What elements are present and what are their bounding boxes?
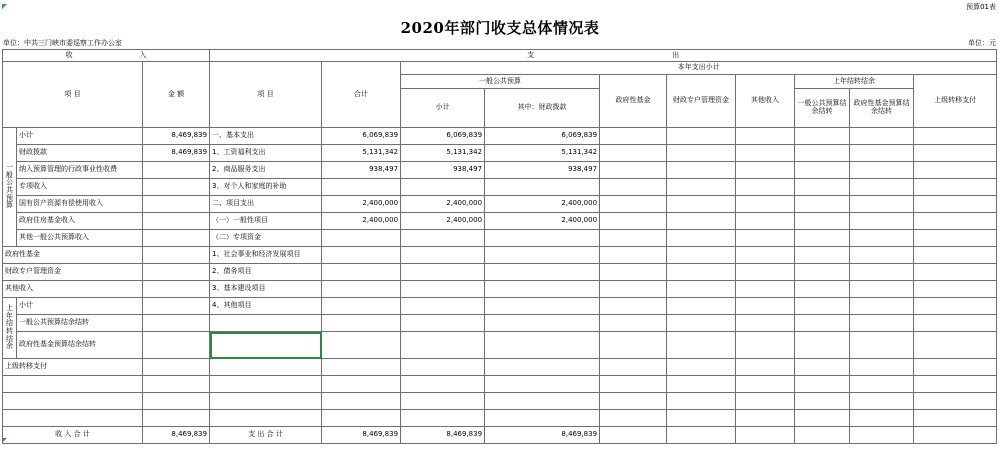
income-item-cell[interactable]: 财政拨款	[17, 145, 143, 162]
general-budget-header[interactable]: 一般公共预算	[401, 75, 600, 89]
amount-cell[interactable]	[143, 179, 210, 196]
total-cell[interactable]: 5,131,342	[322, 145, 401, 162]
total-cell[interactable]: 8,469,839	[322, 427, 401, 444]
table-cell[interactable]	[736, 247, 795, 264]
table-cell[interactable]	[600, 247, 667, 264]
table-cell[interactable]	[322, 376, 401, 393]
total-cell[interactable]: 2,400,000	[322, 213, 401, 230]
table-cell[interactable]	[914, 298, 997, 315]
amount-cell[interactable]	[143, 196, 210, 213]
table-cell[interactable]	[485, 410, 600, 427]
table-cell[interactable]	[667, 264, 736, 281]
table-cell[interactable]	[667, 281, 736, 298]
amount-cell[interactable]	[143, 247, 210, 264]
amount-cell[interactable]	[143, 264, 210, 281]
amount-cell[interactable]	[143, 359, 210, 376]
income-header[interactable]: 收 入	[3, 50, 210, 62]
table-cell[interactable]	[850, 128, 914, 145]
subtotal-cell[interactable]: 938,497	[401, 162, 485, 179]
income-item-cell[interactable]: 一般公共预算结余结转	[17, 315, 143, 332]
subtotal-cell[interactable]: 8,469,839	[401, 427, 485, 444]
budget-table	[2, 49, 997, 444]
table-cell[interactable]	[850, 410, 914, 427]
subtotal-cell[interactable]	[401, 298, 485, 315]
income-item-header[interactable]: 项 目	[3, 62, 143, 128]
table-cell[interactable]	[914, 315, 997, 332]
table-cell[interactable]	[914, 427, 997, 444]
table-row	[3, 145, 997, 162]
table-cell[interactable]	[850, 247, 914, 264]
table-cell[interactable]	[914, 281, 997, 298]
table-cell[interactable]	[667, 393, 736, 410]
fiscal-grant-cell[interactable]	[485, 359, 600, 376]
table-cell[interactable]	[143, 410, 210, 427]
amount-cell[interactable]	[143, 230, 210, 247]
table-cell[interactable]	[736, 145, 795, 162]
gp-balance-header[interactable]: 一般公共预算结余结转	[795, 89, 850, 128]
fiscal-grant-cell[interactable]: 5,131,342	[485, 145, 600, 162]
subtotal-cell[interactable]: 2,400,000	[401, 196, 485, 213]
amount-cell[interactable]	[143, 315, 210, 332]
table-cell[interactable]	[850, 162, 914, 179]
fiscal-grant-cell[interactable]: 8,469,839	[485, 427, 600, 444]
expense-item-cell[interactable]: 3、基本建设项目	[210, 281, 322, 298]
total-cell[interactable]	[322, 281, 401, 298]
table-cell[interactable]	[736, 376, 795, 393]
table-row	[3, 230, 997, 247]
table-cell[interactable]	[667, 213, 736, 230]
table-row	[3, 128, 997, 145]
table-cell[interactable]	[3, 410, 143, 427]
table-cell[interactable]	[795, 393, 850, 410]
table-cell[interactable]	[795, 162, 850, 179]
expense-item-cell[interactable]: 1、工资福利支出	[210, 145, 322, 162]
table-cell[interactable]	[795, 298, 850, 315]
table-cell[interactable]	[600, 315, 667, 332]
subtotal-cell[interactable]	[401, 332, 485, 359]
amount-cell[interactable]: 8,469,839	[143, 145, 210, 162]
currency-unit-label: 单位：元	[968, 39, 996, 47]
table-cell[interactable]	[914, 393, 997, 410]
table-cell[interactable]	[667, 179, 736, 196]
expense-item-cell[interactable]: 二、项目支出	[210, 196, 322, 213]
table-cell[interactable]	[322, 410, 401, 427]
expense-total-label[interactable]: 支 出 合 计	[210, 427, 322, 444]
income-item-cell[interactable]: 上级转移支付	[3, 359, 143, 376]
table-cell[interactable]	[600, 264, 667, 281]
current-year-header[interactable]: 本年支出小计	[401, 62, 997, 75]
amount-cell[interactable]: 8,469,839	[143, 128, 210, 145]
table-cell[interactable]	[736, 359, 795, 376]
table-cell[interactable]	[401, 393, 485, 410]
total-cell[interactable]	[322, 359, 401, 376]
table-cell[interactable]	[795, 359, 850, 376]
table-cell[interactable]	[600, 359, 667, 376]
fiscal-grant-cell[interactable]	[485, 230, 600, 247]
table-cell[interactable]	[600, 213, 667, 230]
table-cell[interactable]	[600, 128, 667, 145]
table-cell[interactable]	[600, 376, 667, 393]
table-cell[interactable]	[914, 359, 997, 376]
table-cell[interactable]	[914, 410, 997, 427]
table-cell[interactable]	[600, 281, 667, 298]
table-cell[interactable]	[600, 179, 667, 196]
total-cell[interactable]: 6,069,839	[322, 128, 401, 145]
table-cell[interactable]	[600, 162, 667, 179]
table-cell[interactable]	[914, 230, 997, 247]
table-cell[interactable]	[914, 179, 997, 196]
amount-cell[interactable]	[143, 213, 210, 230]
fiscal-grant-cell[interactable]	[485, 264, 600, 281]
table-cell[interactable]	[795, 332, 850, 359]
table-row	[3, 376, 997, 393]
table-cell[interactable]	[795, 128, 850, 145]
subtotal-cell[interactable]: 2,400,000	[401, 213, 485, 230]
income-item-cell[interactable]: 纳入预算管理的行政事业性收费	[17, 162, 143, 179]
fiscal-grant-cell[interactable]	[485, 247, 600, 264]
last-year-side-label[interactable]: 上 年 结 转 结 余	[3, 298, 17, 359]
table-row	[3, 179, 997, 196]
table-cell[interactable]	[914, 162, 997, 179]
total-cell[interactable]	[322, 298, 401, 315]
table-cell[interactable]	[736, 410, 795, 427]
total-cell[interactable]: 2,400,000	[322, 196, 401, 213]
table-cell[interactable]	[143, 393, 210, 410]
fiscal-grant-cell[interactable]: 6,069,839	[485, 128, 600, 145]
expense-item-cell[interactable]: 4、其他项目	[210, 298, 322, 315]
page-title: 2020年部门收支总体情况表	[400, 19, 600, 37]
expense-item-header[interactable]: 项 目	[210, 62, 322, 128]
totals-row	[3, 427, 997, 444]
table-row	[3, 196, 997, 213]
total-cell[interactable]	[322, 332, 401, 359]
amount-cell[interactable]	[143, 162, 210, 179]
fiscal-grant-cell[interactable]: 2,400,000	[485, 213, 600, 230]
total-cell[interactable]	[322, 247, 401, 264]
table-row	[3, 410, 997, 427]
selected-cell[interactable]	[210, 332, 322, 359]
table-cell[interactable]	[850, 298, 914, 315]
table-cell[interactable]	[914, 213, 997, 230]
table-cell[interactable]	[850, 145, 914, 162]
table-cell[interactable]	[401, 376, 485, 393]
subtotal-cell[interactable]	[401, 230, 485, 247]
table-row	[3, 393, 997, 410]
table-cell[interactable]	[795, 264, 850, 281]
total-cell[interactable]	[322, 264, 401, 281]
table-cell[interactable]	[600, 196, 667, 213]
income-total-label[interactable]: 收 入 合 计	[3, 427, 143, 444]
table-cell[interactable]	[850, 376, 914, 393]
table-cell[interactable]	[736, 332, 795, 359]
fiscal-grant-cell[interactable]	[485, 298, 600, 315]
table-cell[interactable]	[736, 128, 795, 145]
income-item-cell[interactable]: 财政专户管理资金	[3, 264, 143, 281]
table-cell[interactable]	[667, 410, 736, 427]
table-cell[interactable]	[850, 332, 914, 359]
subtotal-cell[interactable]	[401, 281, 485, 298]
expense-item-cell[interactable]: 2、商品服务支出	[210, 162, 322, 179]
expense-item-cell[interactable]: 2、债务项目	[210, 264, 322, 281]
table-cell[interactable]	[736, 281, 795, 298]
table-row	[3, 264, 997, 281]
last-year-balance-header[interactable]: 上年结转结余	[795, 75, 914, 89]
income-item-cell[interactable]: 其他收入	[3, 281, 143, 298]
income-item-cell[interactable]: 小计	[17, 128, 143, 145]
subtotal-cell[interactable]	[401, 315, 485, 332]
fiscal-grant-cell[interactable]	[485, 179, 600, 196]
subtotal-cell[interactable]	[401, 264, 485, 281]
total-cell[interactable]	[322, 230, 401, 247]
table-cell[interactable]	[667, 427, 736, 444]
table-cell[interactable]	[600, 427, 667, 444]
fiscal-grant-cell[interactable]: 2,400,000	[485, 196, 600, 213]
table-cell[interactable]	[914, 264, 997, 281]
table-cell[interactable]	[322, 393, 401, 410]
expense-item-cell[interactable]	[210, 359, 322, 376]
table-row	[3, 213, 997, 230]
table-cell[interactable]	[795, 213, 850, 230]
table-cell[interactable]	[850, 359, 914, 376]
subtotal-cell[interactable]: 6,069,839	[401, 128, 485, 145]
subtotal-cell[interactable]	[401, 247, 485, 264]
table-cell[interactable]	[850, 393, 914, 410]
table-cell[interactable]	[667, 315, 736, 332]
table-cell[interactable]	[850, 264, 914, 281]
table-cell[interactable]	[736, 427, 795, 444]
table-cell[interactable]	[3, 393, 143, 410]
amount-cell[interactable]	[143, 281, 210, 298]
total-cell[interactable]: 938,497	[322, 162, 401, 179]
expense-item-cell[interactable]	[210, 315, 322, 332]
table-row	[3, 359, 997, 376]
table-cell[interactable]	[795, 376, 850, 393]
table-cell[interactable]	[914, 332, 997, 359]
table-cell[interactable]	[914, 128, 997, 145]
table-cell[interactable]	[667, 145, 736, 162]
table-cell[interactable]	[795, 179, 850, 196]
subtotal-cell[interactable]	[401, 359, 485, 376]
table-cell[interactable]	[210, 410, 322, 427]
table-cell[interactable]	[3, 376, 143, 393]
fiscal-grant-cell[interactable]: 938,497	[485, 162, 600, 179]
table-cell[interactable]	[485, 393, 600, 410]
table-cell[interactable]	[795, 281, 850, 298]
income-total-value[interactable]: 8,469,839	[143, 427, 210, 444]
table-cell[interactable]	[667, 332, 736, 359]
table-cell[interactable]	[485, 376, 600, 393]
gov-fund-header[interactable]: 政府性基金	[600, 75, 667, 128]
table-cell[interactable]	[850, 427, 914, 444]
table-cell[interactable]	[736, 196, 795, 213]
table-cell[interactable]	[850, 213, 914, 230]
subtotal-cell[interactable]: 5,131,342	[401, 145, 485, 162]
table-cell[interactable]	[795, 145, 850, 162]
income-item-cell[interactable]: 政府性基金预算结余结转	[17, 332, 143, 359]
table-cell[interactable]	[736, 230, 795, 247]
table-cell[interactable]	[600, 298, 667, 315]
amount-cell[interactable]	[143, 298, 210, 315]
unit-label: 单位：中共三门峡市委巡察工作办公室	[3, 39, 122, 47]
table-cell[interactable]	[667, 128, 736, 145]
expense-header[interactable]: 支 出	[210, 50, 997, 62]
table-cell[interactable]	[210, 376, 322, 393]
table-cell[interactable]	[667, 230, 736, 247]
table-cell[interactable]	[667, 298, 736, 315]
form-number: 预算01表	[966, 3, 996, 11]
table-cell[interactable]	[401, 410, 485, 427]
table-cell[interactable]	[600, 410, 667, 427]
table-cell[interactable]	[736, 162, 795, 179]
table-cell[interactable]	[210, 393, 322, 410]
table-cell[interactable]	[667, 196, 736, 213]
table-cell[interactable]	[795, 247, 850, 264]
table-cell[interactable]	[736, 264, 795, 281]
expense-item-cell[interactable]: 1、社会事业和经济发展项目	[210, 247, 322, 264]
fiscal-grant-cell[interactable]	[485, 281, 600, 298]
cell-marker-icon	[2, 4, 7, 9]
table-cell[interactable]	[736, 213, 795, 230]
table-cell[interactable]	[795, 230, 850, 247]
income-item-cell[interactable]: 小计	[17, 298, 143, 315]
table-cell[interactable]	[667, 162, 736, 179]
table-cell[interactable]	[736, 315, 795, 332]
expense-item-cell[interactable]: （二）专项资金	[210, 230, 322, 247]
table-cell[interactable]	[914, 376, 997, 393]
special-fund-header[interactable]: 财政专户管理资金	[667, 75, 736, 128]
table-cell[interactable]	[667, 359, 736, 376]
table-row	[3, 298, 997, 315]
table-cell[interactable]	[914, 145, 997, 162]
table-cell[interactable]	[914, 196, 997, 213]
table-cell[interactable]	[850, 196, 914, 213]
table-cell[interactable]	[143, 376, 210, 393]
table-cell[interactable]	[795, 315, 850, 332]
table-row	[3, 247, 997, 264]
table-cell[interactable]	[600, 393, 667, 410]
income-item-cell[interactable]: 国有资产资源有偿使用收入	[17, 196, 143, 213]
fiscal-grant-cell[interactable]	[485, 332, 600, 359]
table-cell[interactable]	[600, 145, 667, 162]
table-cell[interactable]	[667, 247, 736, 264]
table-cell[interactable]	[795, 427, 850, 444]
total-cell[interactable]	[322, 315, 401, 332]
table-cell[interactable]	[795, 196, 850, 213]
table-cell[interactable]	[736, 393, 795, 410]
total-header[interactable]: 合计	[322, 62, 401, 128]
table-cell[interactable]	[667, 376, 736, 393]
amount-cell[interactable]	[143, 332, 210, 359]
table-cell[interactable]	[850, 230, 914, 247]
fiscal-grant-cell[interactable]	[485, 315, 600, 332]
income-item-cell[interactable]: 专项收入	[17, 179, 143, 196]
amount-header[interactable]: 金 额	[143, 62, 210, 128]
table-cell[interactable]	[850, 179, 914, 196]
table-row	[3, 281, 997, 298]
table-cell[interactable]	[736, 179, 795, 196]
table-row	[3, 162, 997, 179]
gf-balance-header[interactable]: 政府性基金预算结余结转	[850, 89, 914, 128]
table-cell[interactable]	[914, 247, 997, 264]
upper-transfer-header[interactable]: 上级转移支付	[914, 75, 997, 128]
fiscal-grant-header[interactable]: 其中：财政拨款	[485, 89, 600, 128]
table-cell[interactable]	[600, 332, 667, 359]
table-cell[interactable]	[600, 230, 667, 247]
expense-item-cell[interactable]: 一、基本支出	[210, 128, 322, 145]
table-cell[interactable]	[850, 315, 914, 332]
subtotal-cell[interactable]	[401, 179, 485, 196]
table-cell[interactable]	[736, 298, 795, 315]
income-item-cell[interactable]: 政府性基金	[3, 247, 143, 264]
income-item-cell[interactable]: 政府住房基金收入	[17, 213, 143, 230]
general-budget-side-label[interactable]: 一 般 公 共 预 算	[3, 128, 17, 247]
income-item-cell[interactable]: 其他一般公共预算收入	[17, 230, 143, 247]
table-cell[interactable]	[795, 410, 850, 427]
subtotal-header[interactable]: 小计	[401, 89, 485, 128]
expense-item-cell[interactable]: 3、对个人和家庭的补助	[210, 179, 322, 196]
other-income-header[interactable]: 其他收入	[736, 75, 795, 128]
table-row	[3, 315, 997, 332]
total-cell[interactable]	[322, 179, 401, 196]
table-row	[3, 332, 997, 359]
expense-item-cell[interactable]: （一）一般性项目	[210, 213, 322, 230]
table-cell[interactable]	[850, 281, 914, 298]
